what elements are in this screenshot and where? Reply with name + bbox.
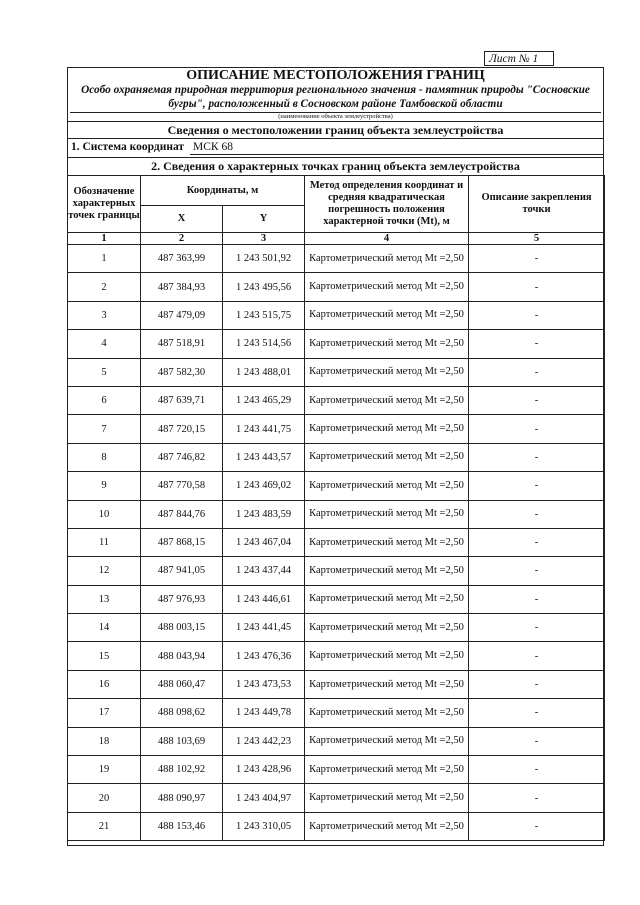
description-cell: -: [469, 528, 605, 556]
description-cell: -: [469, 812, 605, 840]
y-coordinate: 1 243 443,57: [223, 443, 305, 471]
table-row: [68, 784, 605, 812]
description-cell: -: [469, 330, 605, 358]
divider: [67, 157, 604, 158]
method-cell: Картометрический метод Mt =2,50: [305, 273, 469, 301]
y-coordinate: 1 243 467,04: [223, 528, 305, 556]
method-cell: Картометрический метод Mt =2,50: [305, 670, 469, 698]
x-coordinate: 488 043,94: [141, 642, 223, 670]
description-cell: -: [469, 699, 605, 727]
table-row: [68, 642, 605, 670]
table-row: [68, 245, 605, 273]
method-cell: Картометрический метод Mt =2,50: [305, 443, 469, 471]
table-row: [68, 301, 605, 329]
x-coordinate: 487 363,99: [141, 245, 223, 273]
table-row: [68, 670, 605, 698]
header-description: Описание закрепления точки: [469, 176, 605, 233]
object-caption: (наименование объекта землеустройства): [278, 113, 393, 120]
point-number: 16: [68, 670, 141, 698]
table-row: [68, 500, 605, 528]
description-cell: -: [469, 784, 605, 812]
method-cell: Картометрический метод Mt =2,50: [305, 812, 469, 840]
coordinate-system-underline: [190, 154, 604, 155]
point-number: 7: [68, 415, 141, 443]
divider: [67, 138, 604, 139]
table-row: [68, 443, 605, 471]
y-coordinate: 1 243 437,44: [223, 557, 305, 585]
method-cell: Картометрический метод Mt =2,50: [305, 699, 469, 727]
y-coordinate: 1 243 465,29: [223, 386, 305, 414]
method-cell: Картометрический метод Mt =2,50: [305, 727, 469, 755]
point-number: 6: [68, 386, 141, 414]
point-number: 19: [68, 756, 141, 784]
table-row: [68, 358, 605, 386]
object-name: Особо охраняемая природная территория регионального значения - памятник природы "Сосновские бугры", расположенный в Сосновском районе Тамбовской области: [81, 84, 590, 110]
x-coordinate: 487 770,58: [141, 472, 223, 500]
x-coordinate: 488 090,97: [141, 784, 223, 812]
column-number: 1: [68, 233, 141, 245]
divider: [67, 121, 604, 122]
y-coordinate: 1 243 442,23: [223, 727, 305, 755]
y-coordinate: 1 243 449,78: [223, 699, 305, 727]
y-coordinate: 1 243 428,96: [223, 756, 305, 784]
description-cell: -: [469, 756, 605, 784]
table-row: [68, 812, 605, 840]
table-row: [68, 585, 605, 613]
description-cell: -: [469, 500, 605, 528]
description-cell: -: [469, 301, 605, 329]
description-cell: -: [469, 727, 605, 755]
description-cell: -: [469, 472, 605, 500]
description-cell: -: [469, 614, 605, 642]
coordinate-system-label: 1. Система координат: [71, 141, 185, 153]
document-title: ОПИСАНИЕ МЕСТОПОЛОЖЕНИЯ ГРАНИЦ: [186, 68, 485, 83]
table-row: [68, 386, 605, 414]
table-row: [68, 273, 605, 301]
point-number: 2: [68, 273, 141, 301]
description-cell: -: [469, 415, 605, 443]
x-coordinate: 487 479,09: [141, 301, 223, 329]
point-number: 20: [68, 784, 141, 812]
x-coordinate: 487 720,15: [141, 415, 223, 443]
point-number: 17: [68, 699, 141, 727]
table-row: [68, 415, 605, 443]
method-cell: Картометрический метод Mt =2,50: [305, 784, 469, 812]
column-number: 3: [223, 233, 305, 245]
table-row: [68, 472, 605, 500]
description-cell: -: [469, 642, 605, 670]
y-coordinate: 1 243 488,01: [223, 358, 305, 386]
table-row: [68, 727, 605, 755]
x-coordinate: 487 384,93: [141, 273, 223, 301]
method-cell: Картометрический метод Mt =2,50: [305, 642, 469, 670]
x-coordinate: 487 639,71: [141, 386, 223, 414]
boundary-points-table: [67, 175, 605, 841]
y-coordinate: 1 243 501,92: [223, 245, 305, 273]
method-cell: Картометрический метод Mt =2,50: [305, 472, 469, 500]
point-number: 21: [68, 812, 141, 840]
y-coordinate: 1 243 404,97: [223, 784, 305, 812]
y-coordinate: 1 243 441,75: [223, 415, 305, 443]
method-cell: Картометрический метод Mt =2,50: [305, 358, 469, 386]
method-cell: Картометрический метод Mt =2,50: [305, 415, 469, 443]
y-coordinate: 1 243 495,56: [223, 273, 305, 301]
method-cell: Картометрический метод Mt =2,50: [305, 330, 469, 358]
point-number: 5: [68, 358, 141, 386]
y-coordinate: 1 243 446,61: [223, 585, 305, 613]
table-row: [68, 756, 605, 784]
description-cell: -: [469, 557, 605, 585]
column-number-row: [68, 233, 605, 245]
y-coordinate: 1 243 441,45: [223, 614, 305, 642]
y-coordinate: 1 243 515,75: [223, 301, 305, 329]
method-cell: Картометрический метод Mt =2,50: [305, 301, 469, 329]
method-cell: Картометрический метод Mt =2,50: [305, 386, 469, 414]
point-number: 9: [68, 472, 141, 500]
point-number: 11: [68, 528, 141, 556]
method-cell: Картометрический метод Mt =2,50: [305, 500, 469, 528]
table-row: [68, 699, 605, 727]
column-number: 4: [305, 233, 469, 245]
method-cell: Картометрический метод Mt =2,50: [305, 756, 469, 784]
x-coordinate: 488 098,62: [141, 699, 223, 727]
header-method: Метод определения координат и средняя квадратическая погрешность положения характерной точки (Mt), м: [305, 176, 469, 233]
x-coordinate: 488 103,69: [141, 727, 223, 755]
x-coordinate: 487 746,82: [141, 443, 223, 471]
y-coordinate: 1 243 476,36: [223, 642, 305, 670]
point-number: 13: [68, 585, 141, 613]
table-row: [68, 614, 605, 642]
point-number: 12: [68, 557, 141, 585]
x-coordinate: 487 518,91: [141, 330, 223, 358]
y-coordinate: 1 243 483,59: [223, 500, 305, 528]
section-points-title: 2. Сведения о характерных точках границ объекта землеустройства: [151, 159, 520, 173]
point-number: 8: [68, 443, 141, 471]
method-cell: Картометрический метод Mt =2,50: [305, 528, 469, 556]
table-row: [68, 528, 605, 556]
column-number: 2: [141, 233, 223, 245]
description-cell: -: [469, 273, 605, 301]
method-cell: Картометрический метод Mt =2,50: [305, 614, 469, 642]
point-number: 3: [68, 301, 141, 329]
x-coordinate: 487 941,05: [141, 557, 223, 585]
x-coordinate: 487 582,30: [141, 358, 223, 386]
x-coordinate: 488 003,15: [141, 614, 223, 642]
description-cell: -: [469, 585, 605, 613]
header-coordinates: Координаты, м: [141, 176, 305, 206]
point-number: 15: [68, 642, 141, 670]
table-row: [68, 330, 605, 358]
description-cell: -: [469, 670, 605, 698]
y-coordinate: 1 243 514,56: [223, 330, 305, 358]
method-cell: Картометрический метод Mt =2,50: [305, 245, 469, 273]
point-number: 10: [68, 500, 141, 528]
point-number: 1: [68, 245, 141, 273]
x-coordinate: 488 102,92: [141, 756, 223, 784]
header-point: Обозначение характерных точек границы: [68, 176, 141, 233]
x-coordinate: 487 976,93: [141, 585, 223, 613]
point-number: 18: [68, 727, 141, 755]
x-coordinate: 487 868,15: [141, 528, 223, 556]
table-row: [68, 557, 605, 585]
header-x: X: [141, 206, 223, 233]
column-number: 5: [469, 233, 605, 245]
x-coordinate: 487 844,76: [141, 500, 223, 528]
method-cell: Картометрический метод Mt =2,50: [305, 585, 469, 613]
method-cell: Картометрический метод Mt =2,50: [305, 557, 469, 585]
description-cell: -: [469, 443, 605, 471]
sheet-number: Лист № 1: [484, 51, 554, 66]
point-number: 4: [68, 330, 141, 358]
header-y: Y: [223, 206, 305, 233]
point-number: 14: [68, 614, 141, 642]
description-cell: -: [469, 386, 605, 414]
section-location-title: Сведения о местоположении границ объекта землеустройства: [167, 123, 504, 137]
y-coordinate: 1 243 469,02: [223, 472, 305, 500]
description-cell: -: [469, 358, 605, 386]
description-cell: -: [469, 245, 605, 273]
coordinate-system-value: МСК 68: [193, 141, 233, 153]
y-coordinate: 1 243 473,53: [223, 670, 305, 698]
x-coordinate: 488 060,47: [141, 670, 223, 698]
y-coordinate: 1 243 310,05: [223, 812, 305, 840]
x-coordinate: 488 153,46: [141, 812, 223, 840]
